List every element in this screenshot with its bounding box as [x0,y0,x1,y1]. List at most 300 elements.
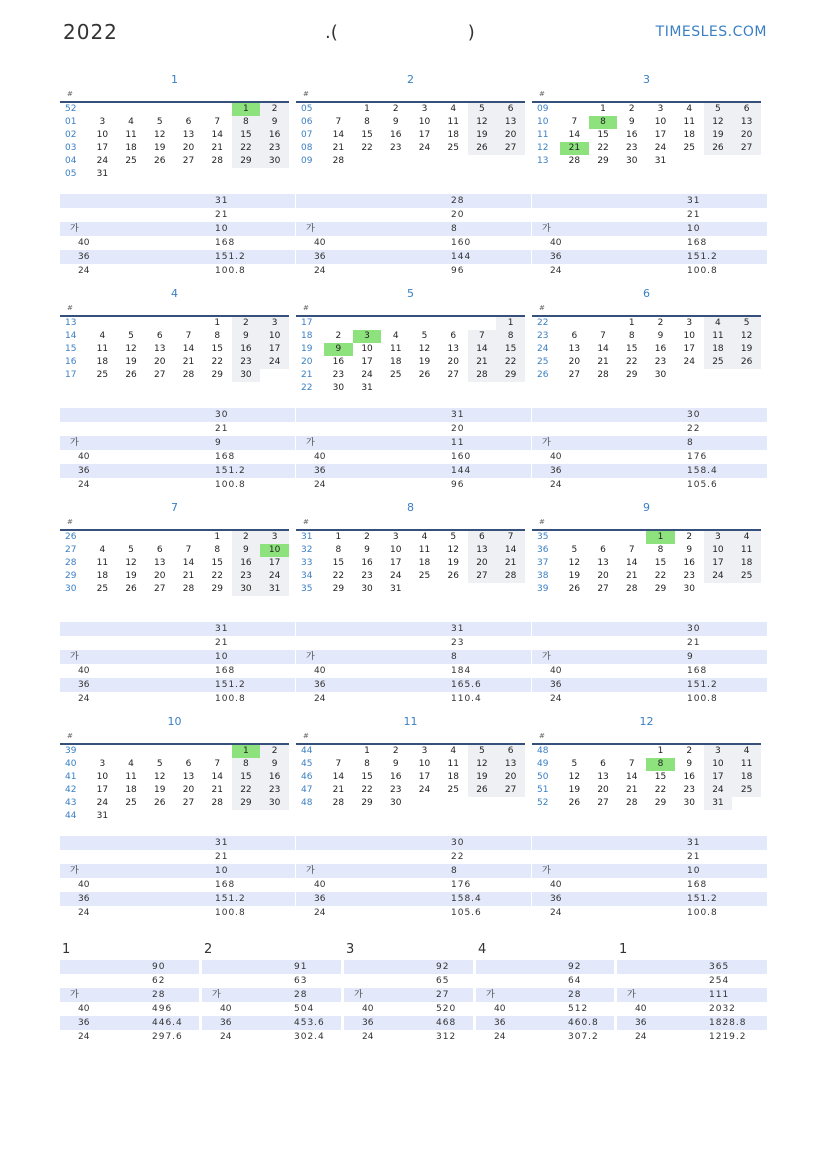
day-cell[interactable]: 3 [421,104,428,114]
day-cell[interactable]: 14 [568,130,581,140]
day-cell[interactable]: 2 [628,104,635,114]
day-cell[interactable]: 20 [597,785,609,795]
day-cell[interactable]: 28 [332,156,345,166]
day-cell[interactable]: 3 [353,330,382,343]
day-cell[interactable]: 13 [496,116,525,129]
day-cell[interactable]: 20 [597,571,609,581]
day-cell[interactable]: 4 [128,117,134,127]
day-cell[interactable]: 16 [654,344,667,354]
day-cell[interactable]: 4 [99,545,106,555]
day-cell[interactable]: 9 [392,759,399,769]
day-cell[interactable]: 28 [182,584,195,594]
day-cell[interactable]: 4 [128,759,134,769]
day-cell[interactable]: 29 [496,369,525,382]
day-cell[interactable]: 2 [364,532,370,542]
day-cell[interactable]: 1 [364,104,370,114]
day-cell[interactable]: 16 [232,557,261,570]
day-cell[interactable]: 28 [182,370,195,380]
day-cell[interactable]: 21 [211,785,223,795]
day-cell[interactable]: 25 [390,370,402,380]
day-cell[interactable]: 12 [704,116,733,129]
day-cell[interactable]: 14 [182,344,195,354]
day-cell[interactable]: 5 [128,331,134,341]
day-cell[interactable]: 24 [260,570,289,583]
day-cell[interactable]: 26 [447,571,459,581]
day-cell[interactable]: 13 [154,558,166,568]
day-cell[interactable]: 30 [332,383,345,393]
day-cell[interactable]: 4 [732,531,761,544]
day-cell[interactable]: 21 [332,785,345,795]
day-cell[interactable]: 14 [332,772,345,782]
day-cell[interactable]: 12 [732,330,761,343]
day-cell[interactable]: 6 [600,759,606,769]
day-cell[interactable]: 11 [390,344,402,354]
day-cell[interactable]: 24 [260,356,289,369]
day-cell[interactable]: 18 [125,785,137,795]
day-cell[interactable]: 17 [683,344,695,354]
day-cell[interactable]: 5 [468,745,497,758]
day-cell[interactable]: 26 [125,584,137,594]
day-cell[interactable]: 30 [232,369,261,382]
day-cell[interactable]: 14 [332,130,345,140]
day-cell[interactable]: 12 [154,130,166,140]
day-cell[interactable]: 14 [211,130,223,140]
day-cell[interactable]: 10 [704,758,733,771]
day-cell[interactable]: 2 [686,532,693,542]
day-cell[interactable]: 17 [96,143,109,153]
day-cell[interactable]: 21 [626,785,638,795]
day-cell[interactable]: 8 [364,117,370,127]
day-cell[interactable]: 13 [732,116,761,129]
day-cell[interactable]: 8 [496,330,525,343]
day-cell[interactable]: 20 [496,771,525,784]
day-cell[interactable]: 5 [156,117,163,127]
day-cell[interactable]: 24 [683,357,695,367]
day-cell[interactable]: 3 [704,531,733,544]
day-cell[interactable]: 9 [686,759,693,769]
day-cell[interactable]: 26 [468,784,497,797]
day-cell[interactable]: 4 [704,317,733,330]
day-cell[interactable]: 7 [600,331,606,341]
day-cell[interactable]: 22 [232,142,261,155]
day-cell[interactable]: 23 [654,357,667,367]
day-cell[interactable]: 12 [568,558,581,568]
day-cell[interactable]: 10 [96,772,109,782]
day-cell[interactable]: 24 [654,143,667,153]
day-cell[interactable]: 10 [260,544,289,557]
day-cell[interactable]: 2 [232,531,261,544]
day-cell[interactable]: 28 [626,584,638,594]
day-cell[interactable]: 19 [704,129,733,142]
day-cell[interactable]: 27 [182,798,195,808]
day-cell[interactable]: 29 [232,797,261,810]
day-cell[interactable]: 26 [154,156,166,166]
day-cell[interactable]: 4 [421,532,428,542]
day-cell[interactable]: 8 [214,545,221,555]
day-cell[interactable]: 17 [654,130,667,140]
day-cell[interactable]: 10 [260,330,289,343]
day-cell[interactable]: 25 [125,798,137,808]
day-cell[interactable]: 8 [232,758,261,771]
day-cell[interactable]: 19 [447,558,459,568]
day-cell[interactable]: 27 [597,584,609,594]
day-cell[interactable]: 30 [390,798,402,808]
day-cell[interactable]: 27 [496,142,525,155]
day-cell[interactable]: 16 [683,558,695,568]
day-cell[interactable]: 17 [96,785,109,795]
day-cell[interactable]: 29 [211,370,223,380]
day-cell[interactable]: 24 [96,798,109,808]
day-cell[interactable]: 3 [260,531,289,544]
day-cell[interactable]: 7 [468,330,497,343]
day-cell[interactable]: 18 [125,143,137,153]
day-cell[interactable]: 27 [568,370,581,380]
day-cell[interactable]: 26 [568,798,581,808]
day-cell[interactable]: 31 [361,383,373,393]
day-cell[interactable]: 18 [447,130,459,140]
day-cell[interactable]: 1 [232,103,261,116]
day-cell[interactable]: 13 [154,344,166,354]
day-cell[interactable]: 28 [332,798,345,808]
day-cell[interactable]: 6 [468,531,497,544]
day-cell[interactable]: 12 [468,116,497,129]
day-cell[interactable]: 1 [214,318,221,328]
day-cell[interactable]: 28 [568,156,581,166]
day-cell[interactable]: 20 [468,557,497,570]
day-cell[interactable]: 13 [597,558,609,568]
day-cell[interactable]: 29 [211,584,223,594]
day-cell[interactable]: 24 [96,156,109,166]
day-cell[interactable]: 22 [211,571,223,581]
day-cell[interactable]: 22 [654,571,667,581]
day-cell[interactable]: 10 [418,759,431,769]
day-cell[interactable]: 5 [156,759,163,769]
day-cell[interactable]: 20 [182,143,195,153]
day-cell[interactable]: 6 [496,745,525,758]
day-cell[interactable]: 7 [571,117,578,127]
day-cell[interactable]: 1 [646,531,675,544]
day-cell[interactable]: 5 [704,103,733,116]
day-cell[interactable]: 4 [392,331,399,341]
day-cell[interactable]: 6 [450,331,457,341]
day-cell[interactable]: 30 [654,370,667,380]
day-cell[interactable]: 19 [468,771,497,784]
day-cell[interactable]: 20 [154,357,166,367]
day-cell[interactable]: 15 [232,129,261,142]
day-cell[interactable]: 4 [450,104,457,114]
day-cell[interactable]: 18 [732,557,761,570]
day-cell[interactable]: 5 [571,545,578,555]
day-cell[interactable]: 8 [364,759,370,769]
day-cell[interactable]: 14 [182,558,195,568]
day-cell[interactable]: 8 [232,116,261,129]
day-cell[interactable]: 9 [686,545,693,555]
day-cell[interactable]: 4 [732,745,761,758]
day-cell[interactable]: 10 [704,544,733,557]
day-cell[interactable]: 19 [154,143,166,153]
day-cell[interactable]: 7 [214,117,221,127]
day-cell[interactable]: 11 [683,117,695,127]
day-cell[interactable]: 8 [657,545,664,555]
day-cell[interactable]: 22 [361,785,373,795]
day-cell[interactable]: 2 [392,746,399,756]
day-cell[interactable]: 16 [260,771,289,784]
day-cell[interactable]: 9 [324,343,353,356]
day-cell[interactable]: 2 [260,103,289,116]
day-cell[interactable]: 25 [125,156,137,166]
day-cell[interactable]: 10 [683,331,695,341]
day-cell[interactable]: 28 [468,369,497,382]
day-cell[interactable]: 21 [496,557,525,570]
day-cell[interactable]: 7 [335,759,342,769]
day-cell[interactable]: 6 [185,117,192,127]
day-cell[interactable]: 3 [686,318,693,328]
day-cell[interactable]: 1 [496,317,525,330]
day-cell[interactable]: 15 [211,344,223,354]
day-cell[interactable]: 19 [732,343,761,356]
day-cell[interactable]: 13 [182,130,195,140]
day-cell[interactable]: 26 [154,798,166,808]
day-cell[interactable]: 26 [125,370,137,380]
day-cell[interactable]: 2 [232,317,261,330]
day-cell[interactable]: 2 [392,104,399,114]
day-cell[interactable]: 8 [335,545,342,555]
day-cell[interactable]: 12 [568,772,581,782]
day-cell[interactable]: 9 [260,758,289,771]
day-cell[interactable]: 23 [232,570,261,583]
day-cell[interactable]: 2 [686,746,693,756]
day-cell[interactable]: 3 [704,745,733,758]
day-cell[interactable]: 23 [361,571,373,581]
day-cell[interactable]: 22 [332,571,345,581]
day-cell[interactable]: 22 [232,784,261,797]
day-cell[interactable]: 16 [390,772,402,782]
day-cell[interactable]: 7 [214,759,221,769]
day-cell[interactable]: 31 [654,156,667,166]
day-cell[interactable]: 9 [260,116,289,129]
day-cell[interactable]: 21 [560,142,589,155]
day-cell[interactable]: 28 [211,798,223,808]
day-cell[interactable]: 17 [260,343,289,356]
day-cell[interactable]: 31 [390,584,402,594]
day-cell[interactable]: 13 [496,758,525,771]
day-cell[interactable]: 22 [626,357,638,367]
day-cell[interactable]: 29 [361,798,373,808]
day-cell[interactable]: 21 [211,143,223,153]
day-cell[interactable]: 30 [626,156,638,166]
day-cell[interactable]: 22 [654,785,667,795]
day-cell[interactable]: 10 [654,117,667,127]
day-cell[interactable]: 17 [260,557,289,570]
day-cell[interactable]: 12 [154,772,166,782]
day-cell[interactable]: 1 [600,104,606,114]
day-cell[interactable]: 3 [260,317,289,330]
day-cell[interactable]: 29 [232,155,261,168]
day-cell[interactable]: 14 [211,772,223,782]
day-cell[interactable]: 17 [418,130,431,140]
day-cell[interactable]: 27 [447,370,459,380]
day-cell[interactable]: 9 [628,117,635,127]
day-cell[interactable]: 15 [626,344,638,354]
day-cell[interactable]: 16 [390,130,402,140]
day-cell[interactable]: 11 [447,117,459,127]
day-cell[interactable]: 21 [332,143,345,153]
day-cell[interactable]: 4 [99,331,106,341]
day-cell[interactable]: 23 [683,571,695,581]
day-cell[interactable]: 25 [447,143,459,153]
day-cell[interactable]: 26 [704,142,733,155]
day-cell[interactable]: 3 [421,746,428,756]
day-cell[interactable]: 25 [447,785,459,795]
day-cell[interactable]: 14 [597,344,609,354]
day-cell[interactable]: 25 [683,143,695,153]
day-cell[interactable]: 12 [447,545,459,555]
day-cell[interactable]: 19 [154,785,166,795]
day-cell[interactable]: 17 [361,357,373,367]
day-cell[interactable]: 29 [332,584,345,594]
day-cell[interactable]: 29 [654,584,667,594]
day-cell[interactable]: 5 [421,331,428,341]
day-cell[interactable]: 14 [496,544,525,557]
day-cell[interactable]: 25 [418,571,431,581]
day-cell[interactable]: 18 [96,357,109,367]
day-cell[interactable]: 28 [496,570,525,583]
day-cell[interactable]: 22 [496,356,525,369]
day-cell[interactable]: 7 [335,117,342,127]
day-cell[interactable]: 25 [732,570,761,583]
day-cell[interactable]: 20 [182,785,195,795]
day-cell[interactable]: 29 [654,798,667,808]
day-cell[interactable]: 13 [182,772,195,782]
day-cell[interactable]: 13 [597,772,609,782]
day-cell[interactable]: 18 [96,571,109,581]
day-cell[interactable]: 15 [332,558,345,568]
day-cell[interactable]: 5 [450,532,457,542]
day-cell[interactable]: 11 [447,759,459,769]
day-cell[interactable]: 21 [182,357,195,367]
day-cell[interactable]: 19 [125,571,137,581]
day-cell[interactable]: 30 [361,584,373,594]
day-cell[interactable]: 16 [232,343,261,356]
day-cell[interactable]: 5 [468,103,497,116]
day-cell[interactable]: 10 [361,344,373,354]
day-cell[interactable]: 13 [568,344,581,354]
day-cell[interactable]: 11 [732,758,761,771]
day-cell[interactable]: 2 [657,318,664,328]
day-cell[interactable]: 30 [260,797,289,810]
day-cell[interactable]: 3 [657,104,664,114]
day-cell[interactable]: 10 [390,545,402,555]
day-cell[interactable]: 29 [626,370,638,380]
day-cell[interactable]: 16 [361,558,373,568]
day-cell[interactable]: 25 [732,784,761,797]
day-cell[interactable]: 17 [704,557,733,570]
day-cell[interactable]: 16 [260,129,289,142]
day-cell[interactable]: 23 [260,142,289,155]
day-cell[interactable]: 17 [704,771,733,784]
day-cell[interactable]: 9 [364,545,370,555]
day-cell[interactable]: 11 [704,330,733,343]
day-cell[interactable]: 6 [496,103,525,116]
day-cell[interactable]: 15 [361,130,373,140]
day-cell[interactable]: 1 [628,318,635,328]
day-cell[interactable]: 10 [418,117,431,127]
day-cell[interactable]: 18 [732,771,761,784]
day-cell[interactable]: 9 [657,331,664,341]
day-cell[interactable]: 20 [154,571,166,581]
site-logo[interactable]: TIMESLES.COM [655,24,767,40]
day-cell[interactable]: 10 [96,130,109,140]
day-cell[interactable]: 7 [496,531,525,544]
day-cell[interactable]: 23 [232,356,261,369]
day-cell[interactable]: 28 [211,156,223,166]
day-cell[interactable]: 23 [390,143,402,153]
day-cell[interactable]: 15 [654,772,667,782]
day-cell[interactable]: 23 [390,785,402,795]
day-cell[interactable]: 23 [260,784,289,797]
day-cell[interactable]: 31 [96,811,109,821]
day-cell[interactable]: 25 [96,584,109,594]
day-cell[interactable]: 9 [392,117,399,127]
day-cell[interactable]: 7 [628,545,635,555]
day-cell[interactable]: 7 [185,545,192,555]
day-cell[interactable]: 16 [626,130,638,140]
day-cell[interactable]: 5 [732,317,761,330]
day-cell[interactable]: 15 [597,130,609,140]
day-cell[interactable]: 14 [626,558,638,568]
day-cell[interactable]: 11 [732,544,761,557]
day-cell[interactable]: 4 [686,104,693,114]
day-cell[interactable]: 8 [589,116,618,129]
day-cell[interactable]: 6 [600,545,606,555]
day-cell[interactable]: 18 [704,343,733,356]
day-cell[interactable]: 24 [418,785,431,795]
day-cell[interactable]: 25 [704,356,733,369]
day-cell[interactable]: 6 [571,331,578,341]
day-cell[interactable]: 1 [364,746,370,756]
day-cell[interactable]: 17 [418,772,431,782]
day-cell[interactable]: 9 [232,330,261,343]
day-cell[interactable]: 18 [447,772,459,782]
day-cell[interactable]: 27 [468,570,497,583]
day-cell[interactable]: 24 [390,571,402,581]
day-cell[interactable]: 11 [125,130,137,140]
day-cell[interactable]: 21 [468,356,497,369]
day-cell[interactable]: 30 [260,155,289,168]
day-cell[interactable]: 19 [125,357,137,367]
day-cell[interactable]: 13 [447,344,459,354]
day-cell[interactable]: 11 [96,558,109,568]
day-cell[interactable]: 6 [156,331,163,341]
day-cell[interactable]: 19 [468,129,497,142]
day-cell[interactable]: 24 [704,784,733,797]
day-cell[interactable]: 19 [418,357,431,367]
day-cell[interactable]: 15 [496,343,525,356]
day-cell[interactable]: 3 [392,532,399,542]
day-cell[interactable]: 1 [657,746,664,756]
day-cell[interactable]: 27 [732,142,761,155]
day-cell[interactable]: 18 [390,357,402,367]
day-cell[interactable]: 24 [704,570,733,583]
day-cell[interactable]: 1 [232,745,261,758]
day-cell[interactable]: 20 [568,357,581,367]
day-cell[interactable]: 29 [597,156,609,166]
day-cell[interactable]: 20 [496,129,525,142]
day-cell[interactable]: 13 [468,544,497,557]
day-cell[interactable]: 12 [125,558,137,568]
day-cell[interactable]: 21 [597,357,609,367]
day-cell[interactable]: 14 [468,343,497,356]
